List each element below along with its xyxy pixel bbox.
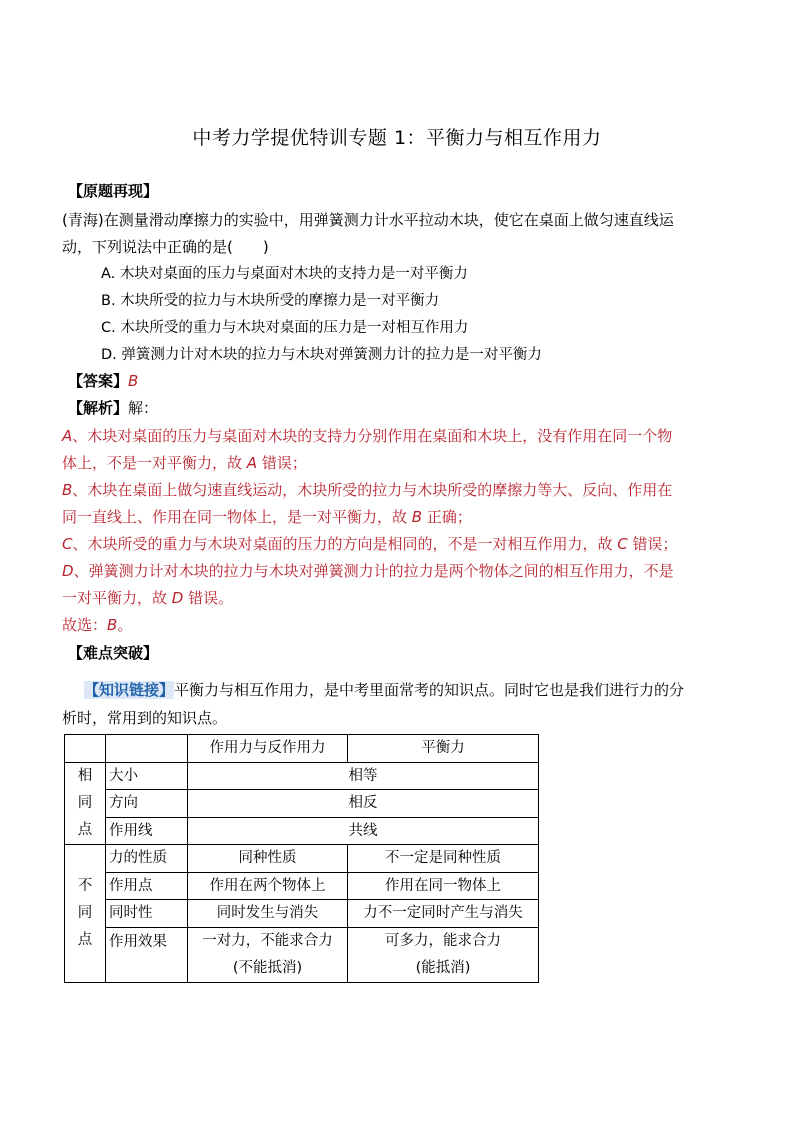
table-cell-attr: 力的性质 bbox=[106, 845, 188, 873]
table-cell-balance: 作用在同一物体上 bbox=[348, 872, 539, 900]
group-same bbox=[65, 762, 106, 845]
answer-line bbox=[68, 370, 138, 392]
table-row bbox=[65, 762, 539, 790]
table-row bbox=[65, 817, 539, 845]
group-same-label: 相同点 bbox=[77, 767, 93, 838]
analysis-b-text-2: 同一直线上、作用在同一物体上，是一对平衡力，故 bbox=[62, 508, 412, 526]
analysis-a-text: 、木块对桌面的压力与桌面对木块的支持力分别作用在桌面和木块上，没有作用在同一个物 bbox=[72, 427, 673, 445]
analysis-d-letter: D bbox=[62, 562, 74, 580]
option-d: D. 弹簧测力计对木块的拉力与木块对弹簧测力计的拉力是一对平衡力 bbox=[101, 347, 542, 363]
table-header-row bbox=[65, 735, 539, 763]
analysis-b-line-1 bbox=[62, 477, 726, 504]
answer-label: 【答案】 bbox=[68, 372, 129, 390]
page-title: 中考力学提优特训专题 1：平衡力与相互作用力 bbox=[192, 127, 602, 149]
analysis-d-line-1 bbox=[62, 558, 726, 585]
analysis-b-letter-2: B bbox=[411, 508, 423, 526]
answer-value: B bbox=[128, 372, 139, 390]
option-b: B. 木块所受的拉力与木块所受的摩擦力是一对平衡力 bbox=[101, 293, 440, 309]
analysis-b-line-2 bbox=[62, 504, 726, 531]
analysis-d-text-2: 一对平衡力，故 bbox=[62, 589, 172, 607]
table-cell-value: 相等 bbox=[188, 762, 539, 790]
table-cell-interaction bbox=[188, 927, 348, 982]
option-c: C. 木块所受的重力与木块对桌面的压力是一对相互作用力 bbox=[101, 320, 469, 336]
table-header-cell: 作用力与反作用力 bbox=[188, 735, 348, 763]
analysis-choice-text: 故选： bbox=[62, 616, 108, 634]
table-cell-attr: 大小 bbox=[106, 762, 188, 790]
table-cell-interaction: 作用在两个物体上 bbox=[188, 872, 348, 900]
analysis-c-letter-2: C bbox=[617, 535, 628, 553]
analysis-a-text-3: 错误； bbox=[257, 454, 307, 472]
analysis-a-text-2: 体上，不是一对平衡力，故 bbox=[62, 454, 247, 472]
table-cell-interaction: 同种性质 bbox=[188, 845, 348, 873]
analysis-a-line-1 bbox=[62, 423, 726, 450]
analysis-c-line-1 bbox=[62, 531, 726, 558]
analysis-choice-letter: B bbox=[107, 616, 118, 634]
knowledge-text: 平衡力与相互作用力，是中考里面常考的知识点。同时它也是我们进行力的分 bbox=[174, 681, 685, 699]
analysis-d-text: 、弹簧测力计对木块的拉力与木块对弹簧测力计的拉力是两个物体之间的相互作用力，不是 bbox=[73, 562, 674, 580]
section-heading-difficulty: 【难点突破】 bbox=[68, 644, 159, 662]
table-header-cell: 平衡力 bbox=[348, 735, 539, 763]
analysis-choice bbox=[62, 612, 726, 639]
table-row bbox=[65, 872, 539, 900]
table-cell-attr: 同时性 bbox=[106, 900, 188, 928]
group-diff-label: 不同点 bbox=[77, 877, 93, 948]
table-cell-balance: 力不一定同时产生与消失 bbox=[348, 900, 539, 928]
analysis-d-line-2 bbox=[62, 585, 726, 612]
interaction-effect: 一对力，不能求合力 bbox=[202, 932, 333, 949]
table-cell-value: 共线 bbox=[188, 817, 539, 845]
analysis-a-letter-2: A bbox=[246, 454, 258, 472]
table-row bbox=[65, 900, 539, 928]
table-row bbox=[65, 927, 539, 982]
table-cell-balance bbox=[348, 927, 539, 982]
table-cell-attr: 作用点 bbox=[106, 872, 188, 900]
group-diff bbox=[65, 845, 106, 983]
question-line-1: (青海)在测量滑动摩擦力的实验中，用弹簧测力计水平拉动木块，使它在桌面上做匀速直线运 bbox=[62, 211, 674, 229]
analysis-c-text-2: 错误； bbox=[627, 535, 678, 553]
table-cell-value: 相反 bbox=[188, 790, 539, 818]
analysis-choice-end: 。 bbox=[117, 616, 133, 634]
table-cell-attr: 方向 bbox=[106, 790, 188, 818]
analysis-a-line-2 bbox=[62, 450, 726, 477]
analysis-a-letter: A bbox=[62, 427, 73, 445]
analysis-d-letter-2: D bbox=[171, 589, 184, 607]
section-heading-original-problem: 【原题再现】 bbox=[68, 182, 159, 200]
option-a: A. 木块对桌面的压力与桌面对木块的支持力是一对平衡力 bbox=[101, 266, 468, 282]
analysis-b-text-3: 正确； bbox=[422, 508, 472, 526]
balance-effect-note: (能抵消) bbox=[415, 959, 471, 976]
analysis-b-text: 、木块在桌面上做匀速直线运动，木块所受的拉力与木块所受的摩擦力等大、反向、作用在 bbox=[72, 481, 673, 499]
table-cell-attr: 作用线 bbox=[106, 817, 188, 845]
question-line-2: 动，下列说法中正确的是( ) bbox=[62, 238, 269, 256]
knowledge-tag: 【知识链接】 bbox=[84, 681, 175, 699]
knowledge-line-2: 析时，常用到的知识点。 bbox=[62, 709, 228, 727]
table-cell-balance: 不一定是同种性质 bbox=[348, 845, 539, 873]
analysis-b-letter: B bbox=[62, 481, 73, 499]
table-row bbox=[65, 845, 539, 873]
knowledge-line-1 bbox=[84, 677, 730, 704]
table-header-cell bbox=[65, 735, 106, 763]
balance-effect: 可多力，能求合力 bbox=[385, 932, 501, 949]
table-cell-interaction: 同时发生与消失 bbox=[188, 900, 348, 928]
analysis-c-letter: C bbox=[62, 535, 73, 553]
table-cell-attr: 作用效果 bbox=[106, 927, 188, 982]
analysis-heading bbox=[68, 397, 158, 419]
comparison-table bbox=[64, 734, 539, 983]
analysis-c-text: 、木块所受的重力与木块对桌面的压力的方向是相同的，不是一对相互作用力，故 bbox=[72, 535, 618, 553]
analysis-label: 【解析】 bbox=[68, 399, 129, 417]
table-row bbox=[65, 790, 539, 818]
table-header-cell bbox=[106, 735, 188, 763]
analysis-intro: 解： bbox=[128, 399, 159, 417]
interaction-effect-note: (不能抵消) bbox=[232, 959, 303, 976]
analysis-d-text-3: 错误。 bbox=[183, 589, 234, 607]
